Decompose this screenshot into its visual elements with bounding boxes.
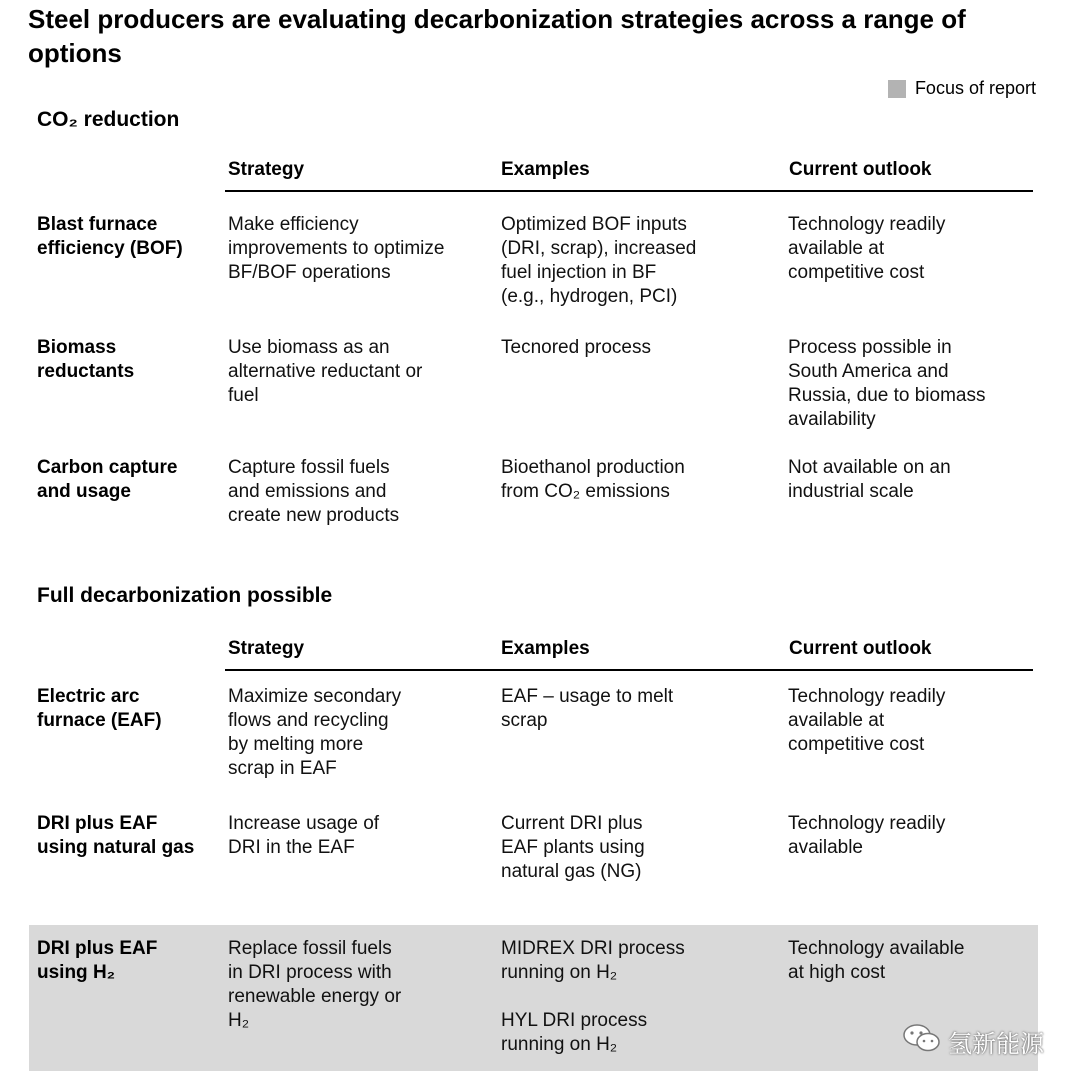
row-examples: Optimized BOF inputs (DRI, scrap), increased fuel injection in BF (e.g., hydrogen, PCI) (501, 214, 697, 307)
wechat-icon (902, 1022, 942, 1061)
legend (888, 78, 1036, 99)
row-label-eaf: Electric arc furnace (EAF) (37, 686, 162, 731)
col-header-strategy: Strategy (228, 159, 305, 180)
row-examples: EAF – usage to melt scrap (501, 686, 674, 731)
header-rule (225, 190, 1033, 192)
row-label-dri-h2: DRI plus EAF using H₂ (37, 938, 158, 983)
row-outlook: Technology readily available (788, 813, 946, 858)
page-title: Steel producers are evaluating decarbonization strategies across a range of options (28, 4, 966, 68)
row-strategy: Replace fossil fuels in DRI process with renewable energy or H₂ (228, 938, 402, 1031)
col-header-examples: Examples (501, 638, 590, 659)
row-outlook: Technology readily available at competitive cost (788, 686, 946, 755)
row-examples: MIDREX DRI process running on H₂ HYL DRI process running on H₂ (501, 938, 685, 1055)
row-outlook: Process possible in South America and Russia, due to biomass availability (788, 337, 986, 430)
col-header-strategy: Strategy (228, 638, 305, 659)
row-strategy: Maximize secondary flows and recycling by melting more scrap in EAF (228, 686, 402, 779)
row-label-biomass: Biomass reductants (37, 337, 135, 382)
col-header-outlook: Current outlook (789, 638, 932, 659)
legend-label: Focus of report (914, 78, 1036, 98)
row-examples: Tecnored process (501, 337, 651, 358)
row-strategy: Increase usage of DRI in the EAF (228, 813, 380, 858)
row-label-dri-natural-gas: DRI plus EAF using natural gas (37, 813, 195, 858)
row-outlook: Technology available at high cost (788, 938, 965, 983)
section-title-full-decarbonization: Full decarbonization possible (37, 584, 333, 607)
row-outlook: Technology readily available at competitive cost (788, 214, 946, 283)
row-outlook: Not available on an industrial scale (788, 457, 951, 502)
col-header-outlook: Current outlook (789, 159, 932, 180)
section-title-co2-reduction: CO₂ reduction (37, 108, 180, 131)
row-strategy: Use biomass as an alternative reductant or fuel (228, 337, 423, 406)
row-label-blast-furnace: Blast furnace efficiency (BOF) (37, 214, 183, 259)
row-label-carbon-capture: Carbon capture and usage (37, 457, 178, 502)
watermark (902, 1022, 1044, 1061)
row-examples: Current DRI plus EAF plants using natural gas (NG) (501, 813, 645, 882)
watermark-text: 氢新能源 (948, 1031, 1044, 1058)
row-strategy: Make efficiency improvements to optimize BF/BOF operations (228, 214, 445, 283)
legend-swatch (888, 80, 906, 98)
col-header-examples: Examples (501, 159, 590, 180)
header-rule (225, 669, 1033, 671)
row-strategy: Capture fossil fuels and emissions and create new products (228, 457, 400, 526)
row-examples: Bioethanol production from CO₂ emissions (501, 457, 685, 502)
